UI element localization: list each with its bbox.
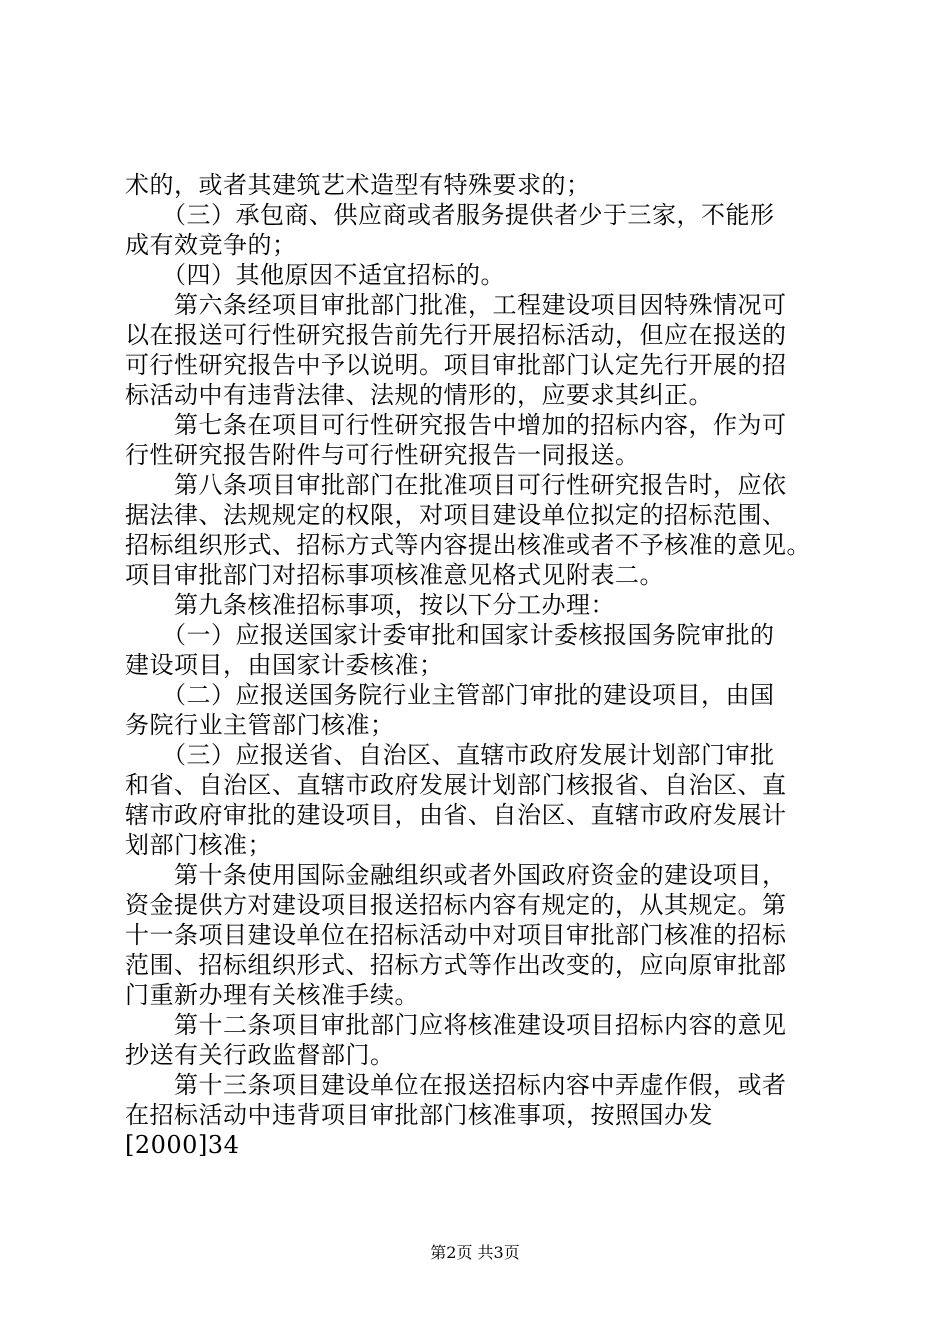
text-line: 建设项目，由国家计委核准； [125, 651, 444, 679]
text-line: [2000]34 [125, 1131, 240, 1159]
text-line: 第七条在项目可行性研究报告中增加的招标内容，作为可 [125, 411, 787, 439]
text-line: 以在报送可行性研究报告前先行开展招标活动，但应在报送的 [125, 321, 787, 349]
text-line: 抄送有关行政监督部门。 [125, 1041, 395, 1069]
text-line: 在招标活动中违背项目审批部门核准事项，按照国办发 [125, 1101, 713, 1129]
text-line: 术的，或者其建筑艺术造型有特殊要求的； [125, 171, 591, 199]
text-line: （一）应报送国家计委审批和国家计委核报国务院审批的 [125, 621, 775, 649]
document-body [125, 170, 835, 1160]
text-line: 第八条项目审批部门在批准项目可行性研究报告时，应依 [125, 471, 787, 499]
text-line: 第六条经项目审批部门批准，工程建设项目因特殊情况可 [125, 291, 787, 319]
text-line: 辖市政府审批的建设项目，由省、自治区、直辖市政府发展计 [125, 801, 787, 829]
text-line: 第九条核准招标事项，按以下分工办理： [125, 591, 615, 619]
text-line: （四）其他原因不适宜招标的。 [125, 261, 505, 289]
text-line: （三）承包商、供应商或者服务提供者少于三家，不能形 [125, 201, 775, 229]
text-line: 务院行业主管部门核准； [125, 711, 395, 739]
text-line: 第十二条项目审批部门应将核准建设项目招标内容的意见 [125, 1011, 787, 1039]
text-line: 范围、招标组织形式、招标方式等作出改变的，应向原审批部 [125, 951, 787, 979]
text-line: 第十条使用国际金融组织或者外国政府资金的建设项目， [125, 861, 787, 889]
text-line: 标活动中有违背法律、法规的情形的，应要求其纠正。 [125, 381, 713, 409]
page-footer: 第2页 共3页 [430, 1243, 520, 1262]
text-line: 资金提供方对建设项目报送招标内容有规定的，从其规定。第 [125, 891, 787, 919]
text-line: （二）应报送国务院行业主管部门审批的建设项目，由国 [125, 681, 775, 709]
text-line: 成有效竞争的； [125, 231, 297, 259]
text-line: 项目审批部门对招标事项核准意见格式见附表二。 [125, 561, 664, 589]
text-line: 行性研究报告附件与可行性研究报告一同报送。 [125, 441, 640, 469]
text-line: 划部门核准； [125, 831, 272, 859]
text-line: 十一条项目建设单位在招标活动中对项目审批部门核准的招标 [125, 921, 787, 949]
text-line: 和省、自治区、直辖市政府发展计划部门核报省、自治区、直 [125, 771, 787, 799]
text-line: 据法律、法规规定的权限，对项目建设单位拟定的招标范围、 [125, 501, 787, 529]
text-line: 第十三条项目建设单位在报送招标内容中弄虚作假，或者 [125, 1071, 787, 1099]
text-line: 招标组织形式、招标方式等内容提出核准或者不予核准的意见。 [125, 531, 811, 559]
text-line: 可行性研究报告中予以说明。项目审批部门认定先行开展的招 [125, 351, 787, 379]
text-line: （三）应报送省、自治区、直辖市政府发展计划部门审批 [125, 741, 775, 769]
text-line: 门重新办理有关核准手续。 [125, 981, 419, 1009]
